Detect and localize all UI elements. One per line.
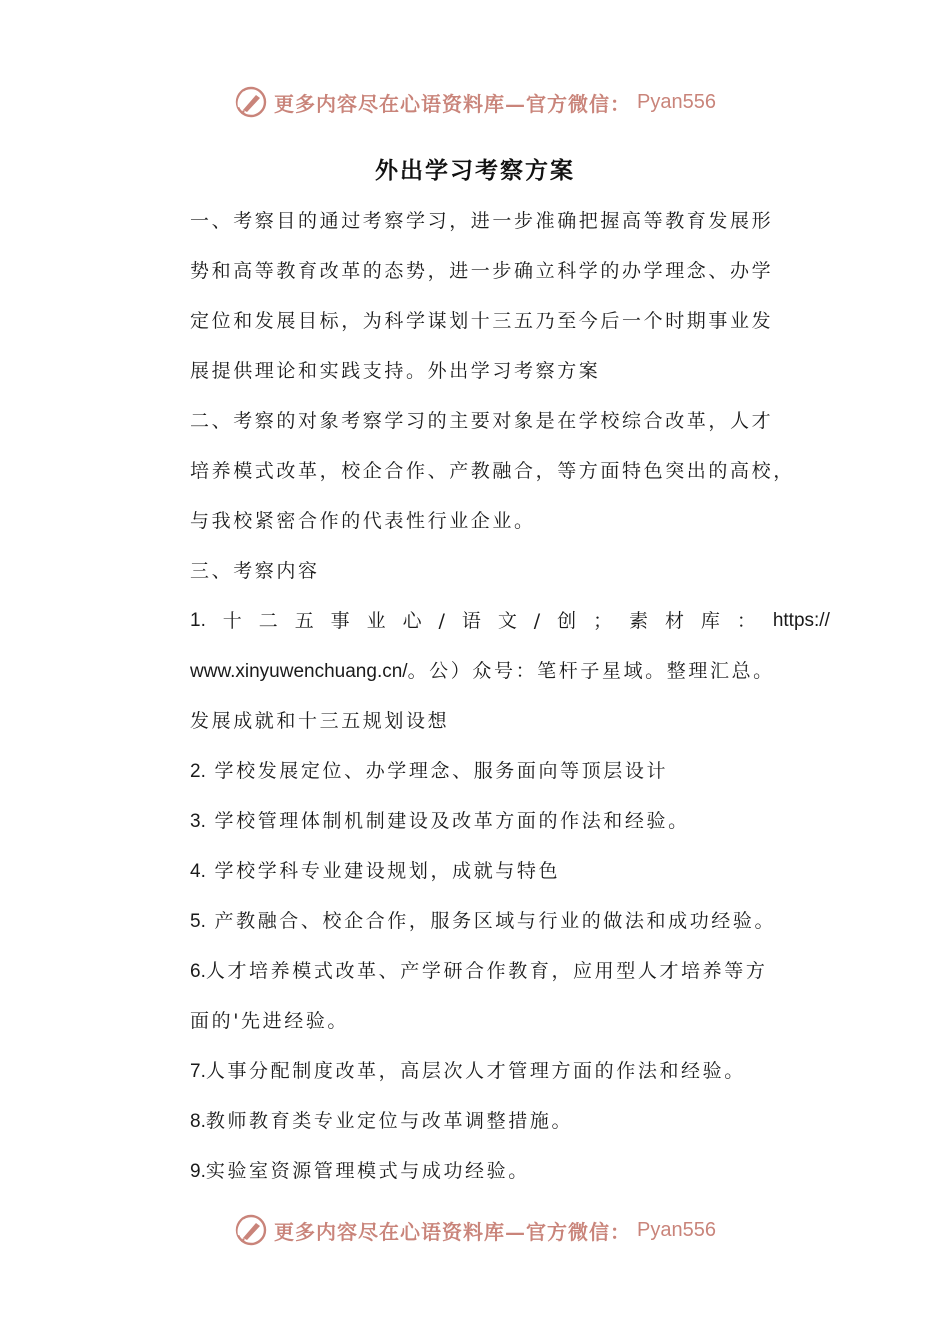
text-line: 展提供理论和实践支持。外出学习考察方案	[190, 360, 601, 382]
text-line: 二、考察的对象考察学习的主要对象是在学校综合改革，人才	[190, 410, 774, 432]
watermark-text: 更多内容尽在心语资料库—官方微信：	[274, 91, 632, 116]
list-item: 7.人事分配制度改革，高层次人才管理方面的作法和经验。	[190, 1060, 746, 1082]
text-line: 势和高等教育改革的态势，进一步确立科学的办学理念、办学	[190, 260, 774, 282]
url-domain: www.xinyuwenchuang.cn/	[190, 661, 408, 682]
text-line: 定位和发展目标，为科学谋划十三五乃至今后一个时期事业发	[190, 310, 774, 332]
text-line: 一、考察目的通过考察学习，进一步准确把握高等教育发展形	[190, 210, 774, 232]
watermark-header	[0, 82, 950, 122]
text-line: 与我校紧密合作的代表性行业企业。	[190, 510, 536, 532]
watermark-handle: Pyan556	[637, 1218, 716, 1241]
watermark-footer	[0, 1210, 950, 1250]
list-item: 2. 学校发展定位、办学理念、服务面向等顶层设计	[190, 760, 669, 782]
list-item: 6.人才培养模式改革、产学研合作教育，应用型人才培养等方	[190, 960, 768, 982]
item-1-line-3: 发展成就和十三五规划设想	[190, 710, 450, 732]
section-heading: 三、考察内容	[190, 560, 320, 582]
text-line: 培养模式改革，校企合作、产教融合，等方面特色突出的高校，	[190, 460, 795, 482]
item-1-line-2: www.xinyuwenchuang.cn/。公）众号：笔杆子星域。整理汇总。	[190, 660, 775, 682]
list-item: 3. 学校管理体制机制建设及改革方面的作法和经验。	[190, 810, 690, 832]
url-link: https://	[772, 610, 830, 631]
document-body	[190, 196, 830, 1196]
pen-logo-icon	[234, 1213, 268, 1247]
list-item: 4. 学校学科专业建设规划，成就与特色	[190, 860, 561, 882]
item-number: 1.	[190, 610, 206, 631]
list-item: 8.教师教育类专业定位与改革调整措施。	[190, 1110, 574, 1132]
watermark-text: 更多内容尽在心语资料库—官方微信：	[274, 1219, 632, 1244]
list-item: 5. 产教融合、校企合作，服务区域与行业的做法和成功经验。	[190, 910, 777, 932]
list-item: 9.实验室资源管理模式与成功经验。	[190, 1160, 530, 1182]
pen-logo-icon	[234, 85, 268, 119]
list-item-continuation: 面的'先进经验。	[190, 1010, 350, 1032]
page-title: 外出学习考察方案	[375, 157, 575, 184]
item-1-line: 1. 十 二 五 事 业 心 / 语 文 / 创 ； 素 材 库 ： https://	[190, 596, 830, 646]
watermark-handle: Pyan556	[637, 90, 716, 113]
